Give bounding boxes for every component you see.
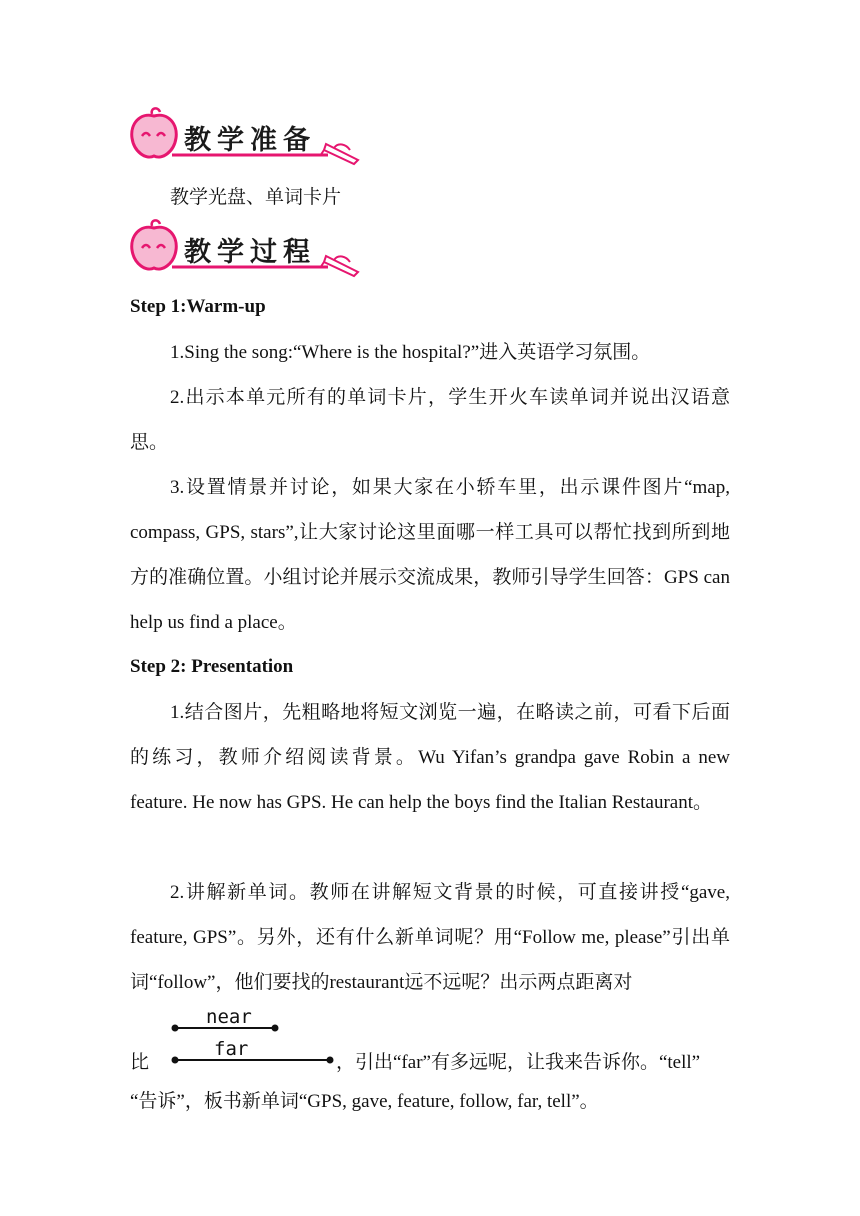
near-end-dot xyxy=(272,1025,279,1032)
step1-item-3: 3.设置情景并讨论，如果大家在小轿车里，出示课件图片“map, compass, GPS, stars”,让大家讨论这里面哪一样工具可以帮忙找到所到地方的准确位置。小组讨论并展示交流成果，教师引导学生回答：GPS can help us find a place。 xyxy=(130,477,730,633)
step2-heading: Step 2: Presentation xyxy=(130,656,294,677)
section-title-prep: 教学准备 xyxy=(184,125,316,156)
far-start-dot xyxy=(172,1057,179,1064)
step1-item-2: 2.出示本单元所有的单词卡片，学生开火车读单词并说出汉语意思。 xyxy=(130,387,730,453)
prep-body: 教学光盘、单词卡片 xyxy=(170,187,342,208)
section-title-process: 教学过程 xyxy=(184,237,316,268)
step1-item-1: 1.Sing the song:“Where is the hospital?”进入英语学习氛围。 xyxy=(170,342,651,363)
near-label: near xyxy=(206,1006,252,1028)
far-label: far xyxy=(214,1038,249,1060)
compare-prefix: 比 xyxy=(130,1052,150,1073)
compare-suffix: ，引出“far”有多远呢，让我来告诉你。“tell” xyxy=(336,1052,701,1073)
section-banner-prep xyxy=(128,106,368,168)
step2-item-1: 1.结合图片，先粗略地将短文浏览一遍，在略读之前，可看下后面的练习，教师介绍阅读背景。Wu Yifan’s grandpa gave Robin a new feature. He now has GPS. He can help the boys find the Italian Restaurant。 xyxy=(130,702,730,813)
step2-last-line: “告诉”，板书新单词“GPS, gave, feature, follow, far, tell”。 xyxy=(130,1091,599,1112)
step1-heading: Step 1:Warm-up xyxy=(130,296,266,317)
section-banner-process xyxy=(128,218,368,280)
far-end-dot xyxy=(327,1057,334,1064)
distance-lines xyxy=(160,1004,350,1074)
near-far-diagram xyxy=(160,1004,350,1074)
near-start-dot xyxy=(172,1025,179,1032)
step2-item-2: 2.讲解新单词。教师在讲解短文背景的时候，可直接讲授“gave, feature, GPS”。另外，还有什么新单词呢？用“Follow me, please”引出单词“follow”，他们要找的restaurant远不远呢？出示两点距离对 xyxy=(130,882,730,993)
